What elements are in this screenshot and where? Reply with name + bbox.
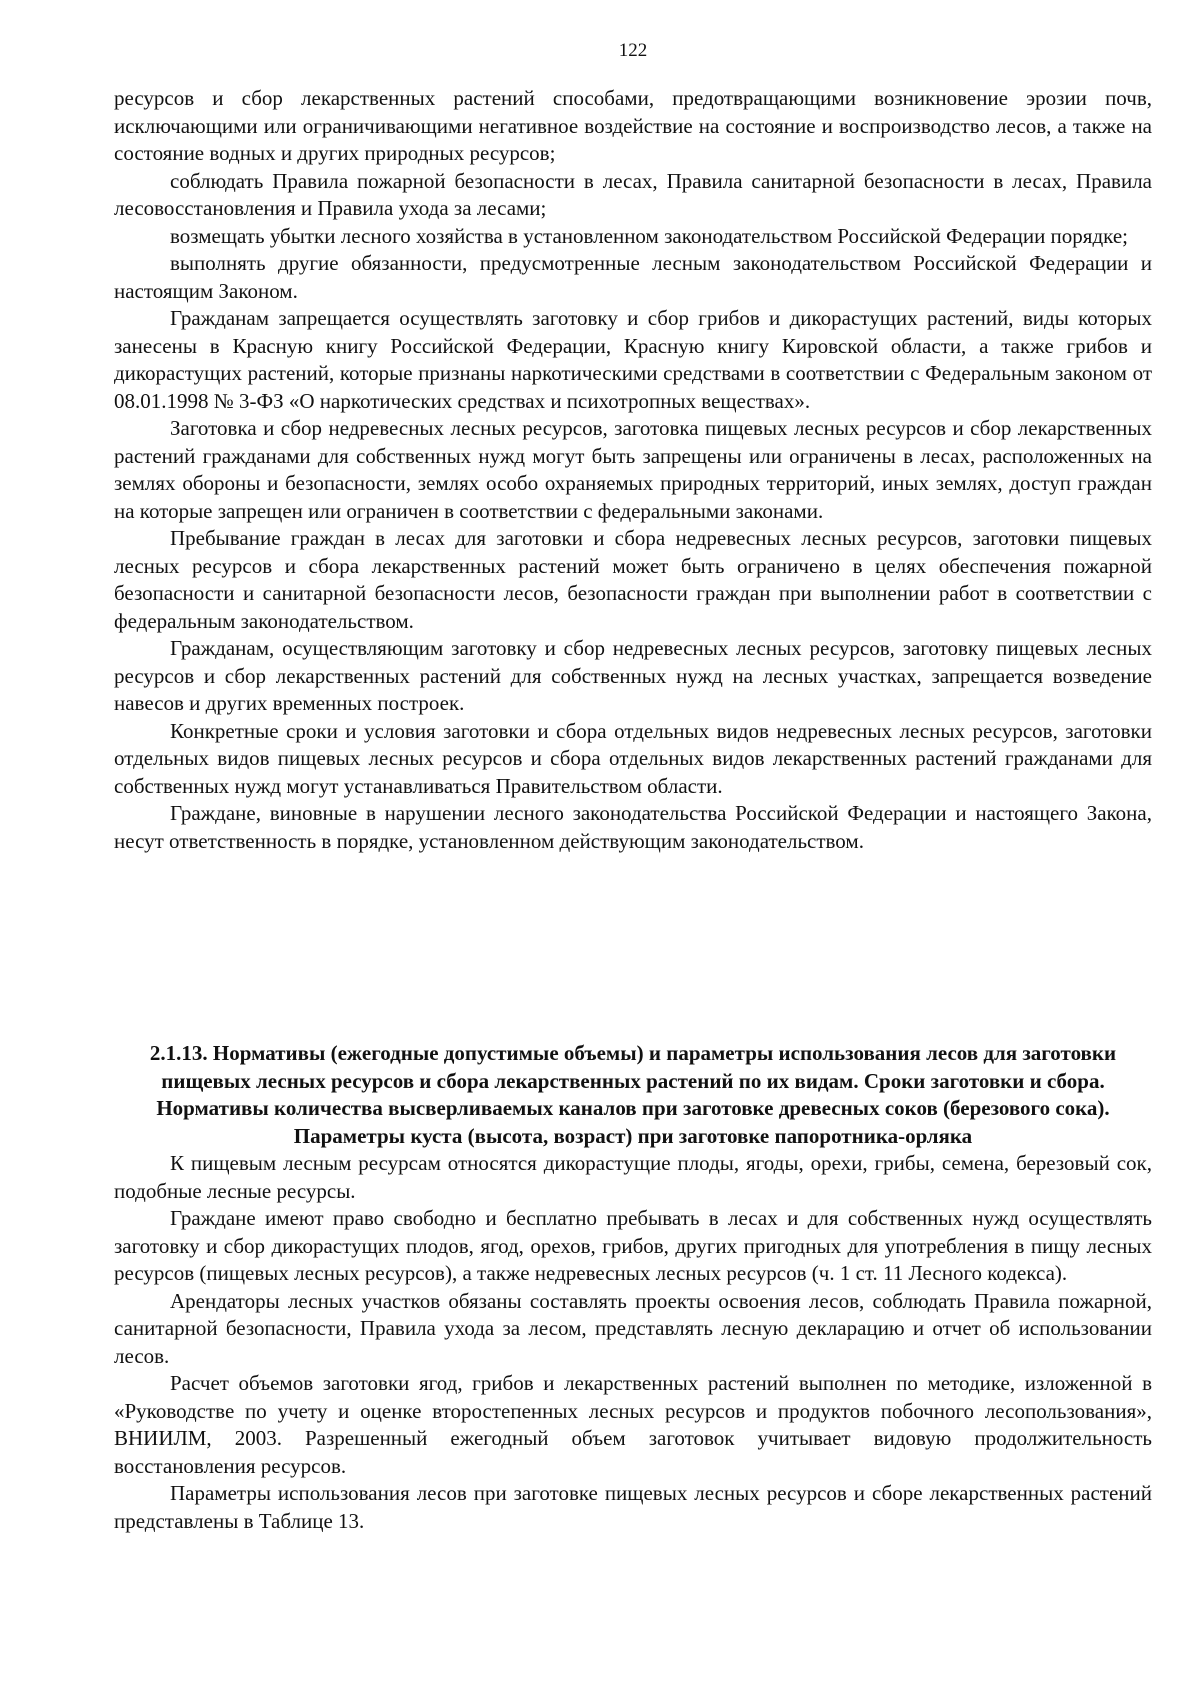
paragraph: возмещать убытки лесного хозяйства в установленном законодательством Российской Федерации порядке; bbox=[170, 223, 1128, 248]
paragraph: Пребывание граждан в лесах для заготовки и сбора недревесных лесных ресурсов, заготовки пищевых лесных ресурсов и сбора лекарственных растений может быть ограничено в целях обеспечения пожарной безопасности и санитарной безопасности лесов, безопасности граждан при выполнении работ в соответствии с федеральным законодательством. bbox=[114, 526, 1152, 633]
paragraph: Конкретные сроки и условия заготовки и сбора отдельных видов недревесных лесных ресурсов, заготовки отдельных видов пищевых лесных ресурсов и сбора отдельных видов лекарственных растений гражданами для собственных нужд могут устанавливаться Правительством области. bbox=[114, 718, 1152, 798]
paragraph: Арендаторы лесных участков обязаны составлять проекты освоения лесов, соблюдать Правила пожарной, санитарной безопасности, Правила ухода за лесом, представлять лесную декларацию и отчет об использовании лесов. bbox=[114, 1288, 1152, 1368]
paragraph: ресурсов и сбор лекарственных растений способами, предотвращающими возникновение эрозии почв, исключающими или ограничивающими негативное воздействие на состояние и воспроизводство лесов, а также на состояние водных и других природных ресурсов; bbox=[114, 86, 1152, 165]
body-text-part1 bbox=[114, 85, 1152, 855]
paragraph: соблюдать Правила пожарной безопасности в лесах, Правила санитарной безопасности в лесах, Правила лесовосстановления и Правила ухода за лесами; bbox=[114, 168, 1152, 220]
paragraph: Гражданам запрещается осуществлять заготовку и сбор грибов и дикорастущих растений, виды которых занесены в Красную книгу Российской Федерации, Красную книгу Кировской области, а также грибов и дикорастущих растений, которые признаны наркотическими средствами в соответствии с Федеральным законом от 08.01.1998 № 3-ФЗ «О наркотических средствах и психотропных веществах». bbox=[114, 306, 1152, 413]
paragraph: Гражданам, осуществляющим заготовку и сбор недревесных лесных ресурсов, заготовку пищевых лесных ресурсов и сбор лекарственных растений для собственных нужд на лесных участках, запрещается возведение навесов и других временных построек. bbox=[114, 636, 1152, 715]
paragraph: К пищевым лесным ресурсам относятся дикорастущие плоды, ягоды, орехи, грибы, семена, березовый сок, подобные лесные ресурсы. bbox=[114, 1151, 1152, 1203]
paragraph: Граждане имеют право свободно и бесплатно пребывать в лесах и для собственных нужд осуществлять заготовку и сбор дикорастущих плодов, ягод, орехов, грибов, других пригодных для употребления в пищу лесных ресурсов (пищевых лесных ресурсов), а также недревесных лесных ресурсов (ч. 1 ст. 11 Лесного кодекса). bbox=[114, 1206, 1152, 1285]
section-2-1-13 bbox=[114, 1040, 1152, 1535]
paragraph: Параметры использования лесов при заготовке пищевых лесных ресурсов и сборе лекарственных растений представлены в Таблице 13. bbox=[114, 1481, 1152, 1533]
section-heading: 2.1.13. Нормативы (ежегодные допустимые объемы) и параметры использования лесов для заготовки пищевых лесных ресурсов и сбора лекарственных растений по их видам. Сроки заготовки и сбора. Нормативы количества высверливаемых каналов при заготовке древесных соков (березового сока). Параметры куста (высота, возраст) при заготовке папоротника-орляка bbox=[149, 1041, 1117, 1148]
page-number: 122 bbox=[618, 40, 648, 61]
paragraph: Граждане, виновные в нарушении лесного законодательства Российской Федерации и настоящего Закона, несут ответственность в порядке, установленном действующим законодательством. bbox=[114, 801, 1152, 853]
paragraph: Заготовка и сбор недревесных лесных ресурсов, заготовка пищевых лесных ресурсов и сбор лекарственных растений гражданами для собственных нужд могут быть запрещены или ограничены в лесах, расположенных на землях обороны и безопасности, землях особо охраняемых природных территорий, иных землях, доступ граждан на которые запрещен или ограничен в соответствии с федеральными законами. bbox=[114, 416, 1152, 523]
paragraph: Расчет объемов заготовки ягод, грибов и лекарственных растений выполнен по методике, изложенной в «Руководстве по учету и оценке второстепенных лесных ресурсов и продуктов побочного лесопользования», ВНИИЛМ, 2003. Разрешенный ежегодный объем заготовок учитывает видовую продолжительность восстановления ресурсов. bbox=[114, 1371, 1152, 1478]
paragraph: выполнять другие обязанности, предусмотренные лесным законодательством Российской Федерации и настоящим Законом. bbox=[114, 251, 1152, 303]
